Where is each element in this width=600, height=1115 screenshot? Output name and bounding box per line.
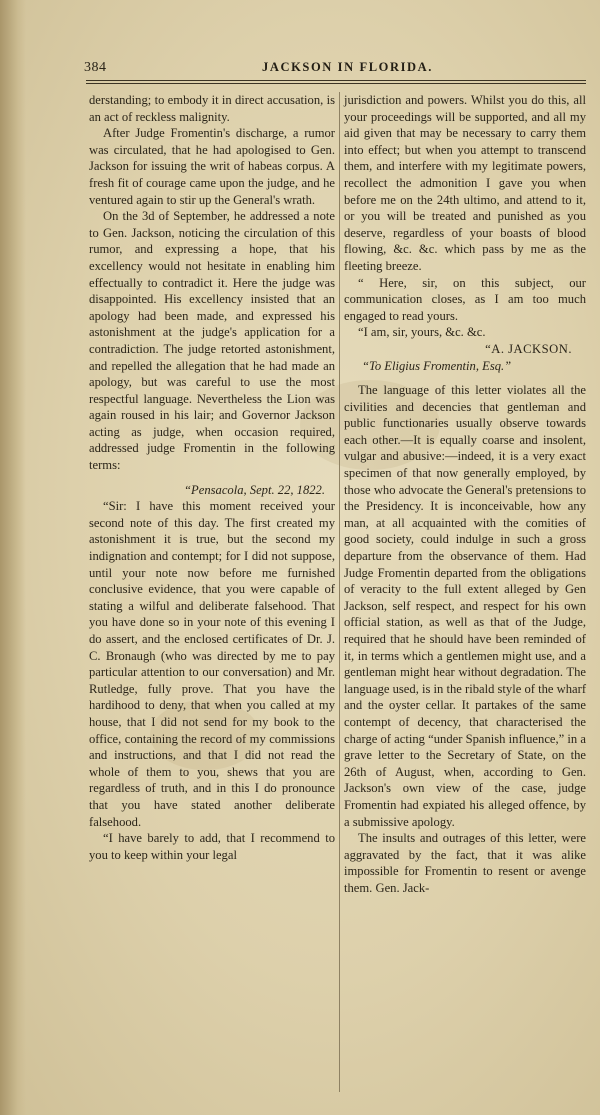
page-gutter-shadow xyxy=(0,0,26,1115)
page-header xyxy=(0,52,600,82)
paragraph: The language of this letter violates all the civilities and decencies that gentleman and public functionaries usually observe towards each other.—It is equally coarse and insolent, vulgar and abusive:—indeed, it is a very exact specimen of that now generally employed, by those who advocate the General's pretensions to the Presidency. It is inconceivable, how any man, at all acquainted with the comities of good society, could indulge in such a gross departure from the observance of them. Had Judge Fromentin departed from the obligations of veracity to the full extent alleged by Gen Jackson, self respect, and respect for his own official station, as well as that of the Judge, required that he should have been reminded of it, in terms which a gentlemen might use, and a gentleman might hear without degradation. The language used, is in the ribald style of the wharf and the oyster cellar. It partakes of the same contempt of decency, that characterised the charge of acting “under Spanish influence,” in a grave letter to the Secretary of State, on the 26th of August, when, according to Gen. Jackson's own view of the case, judge Fromentin had expiated his alleged offence, by a submissive apology. xyxy=(344,383,587,829)
letter-body: “ Here, sir, on this subject, our communication closes, as I am too much engaged to read yours. xyxy=(344,275,586,323)
paragraph: On the 3d of September, he addressed a note to Gen. Jackson, noticing the circulation of this rumor, and expressing a hope, that his excellency would not hesitate in enabling him effectually to contradict it. Here the judge was disappointed. His excellency insisted that an apology had been made, and expressed his astonishment at the judge's application for a contradiction. The judge retorted astonishment, and repelled the allegation that he had made an apology, but was careful to use the most respectful language. Nevertheless the Lion was again roused in his lair; and Governor Jackson acting as judge, when occasion required, addressed judge Fromentin in the following terms: xyxy=(89,209,335,473)
right-column xyxy=(344,92,586,897)
paragraph: derstanding; to embody it in direct accusation, is an act of reckless malignity. xyxy=(89,93,335,124)
paragraph: After Judge Fromentin's discharge, a rumor was circulated, that he had apologised to Gen. Jackson for issuing the writ of habeas corpus. A fresh fit of courage came upon the judge, and he ventured again to stir up the General's wrath. xyxy=(89,126,335,207)
letter-signature: “A. JACKSON. xyxy=(485,341,572,356)
letter-addressee: “To Eligius Fromentin, Esq.” xyxy=(362,358,512,373)
paragraph: The insults and outrages of this letter, were aggravated by the fact, that it was alike impossible for Fromentin to resent or avenge them. Gen. Jack- xyxy=(344,831,586,895)
running-head: JACKSON IN FLORIDA. xyxy=(262,60,434,74)
header-rule xyxy=(86,80,586,84)
letter-body: jurisdiction and powers. Whilst you do this, all your proceedings will be supported, and all my aid given that may be necessary to carry them into effect; but when you attempt to transcend them, and interfere with my legitimate powers, recollect the admonition I gave you when before me on the 24th ultimo, and attend to it, or you will be treated and punished as you deserve, regardless of your boasts of blood flowing, &c. &c. which pass by me as the fleeting breeze. xyxy=(344,93,586,273)
page-number: 384 xyxy=(84,60,107,75)
left-column xyxy=(89,92,335,863)
letter-closing: “I am, sir, yours, &c. &c. xyxy=(358,325,486,340)
letter-body: “Sir: I have this moment received your second note of this day. The first created my astonishment it is true, but the second my indignation and contempt; for I did not suppose, until your note now before me furnished conclusive evidence, that you were capable of stating a wilful and deliberate falsehood. That you have done so in your note of this evening I do assert, and the enclosed certificates of Dr. J. C. Bronaugh (who was directed by me to pay particular attention to our conversation) and Mr. Rutledge, fully prove. That you have the hardihood to deny, that when you called at my house, that I did not send for my book to the office, containing the record of my commissions and instructions, and that I did not read the whole of them to you, shews that you are regardless of truth, and in this I do pronounce that you have stated another deliberate falsehood. xyxy=(89,499,335,829)
letter-body: “I have barely to add, that I recommend to you to keep within your legal xyxy=(89,831,335,862)
letter-dateline: “Pensacola, Sept. 22, 1822. xyxy=(184,482,325,497)
column-divider xyxy=(339,92,340,1092)
